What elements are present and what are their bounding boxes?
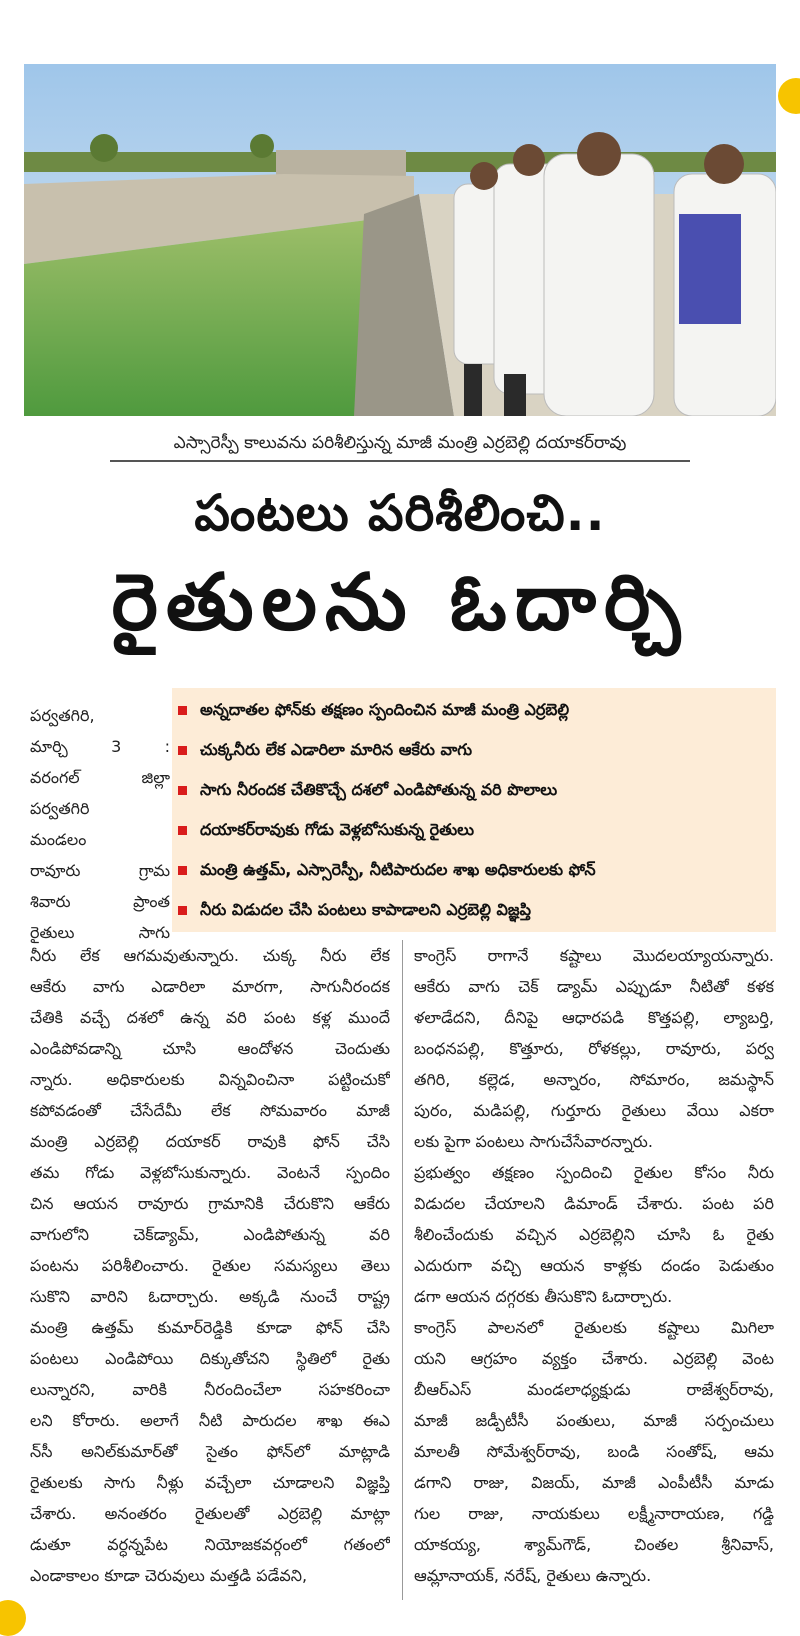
body-line: మాలతీ సోమేశ్వర్‌రావు, బండి సంతోష్, ఆమ	[414, 1442, 774, 1461]
body-line: మంత్రి ఉత్తమ్ కుమార్‌రెడ్డికి కూడా ఫోన్ చేసి	[30, 1318, 390, 1337]
body-line: మాజీ జడ్పీటీసీ పంతులు, మాజీ సర్పంచులు	[414, 1411, 774, 1430]
body-line: చిన ఆయన రావూరు గ్రామానికి చేరుకొని ఆకేరు	[30, 1194, 390, 1213]
body-line: బంధనపల్లి, కొత్తూరు, రోళకల్లు, రావూరు, పర్వ	[414, 1039, 774, 1058]
body-line: రైతులకు సాగు నీళ్లు వచ్చేలా చూడాలని విజ్ఞప్తి	[30, 1473, 390, 1492]
body-line: శీలించేందుకు వచ్చిన ఎర్రబెల్లిని చూసి ఓ రైతు	[414, 1225, 774, 1244]
bullet-icon	[178, 746, 187, 755]
body-line: ఆకేరు వాగు చెక్ డ్యామ్ ఎప్పుడూ నీటితో కళక	[414, 977, 774, 996]
body-line: ఆమ్లానాయక్, నరేష్, రైతులు ఉన్నారు.	[414, 1566, 652, 1585]
bullet-icon	[178, 826, 187, 835]
body-line: వాగులోని చెక్‌డ్యామ్, ఎండిపోతున్న వరి	[30, 1225, 390, 1244]
dateline-line: పర్వతగిరి,	[30, 706, 95, 725]
body-line: లని కోరారు. అలాగే నీటి పారుదల శాఖ ఈఎ	[30, 1411, 390, 1430]
body-line: ఆకేరు వాగు ఎడారిలా మారగా, సాగునీరందక	[30, 977, 390, 996]
headline-line-1: పంటలు పరిశీలించి..	[194, 484, 606, 542]
body-line: ళలాడేదని, దీనిపై ఆధారపడి కొత్తపల్లి, ల్యాబర్తి,	[414, 1008, 774, 1027]
body-line: చేశారు. అనంతరం రైతులతో ఎర్రబెల్లి మాట్లా	[30, 1504, 390, 1523]
body-line: ప్రభుత్వం తక్షణం స్పందించి రైతుల కోసం నీరు	[414, 1163, 774, 1182]
body-line: డగాని రాజు, విజయ్, మాజీ ఎంపీటీసీ మాడు	[414, 1473, 774, 1492]
photo-caption: ఎస్సారెస్పీ కాలువను పరిశీలిస్తున్న మాజీ మంత్రి ఎర్రబెల్లి దయాకర్‌రావు	[110, 428, 690, 462]
body-line: విడుదల చేయాలని డిమాండ్ చేశారు. పంట పరి	[414, 1194, 774, 1213]
column-divider	[402, 940, 403, 1600]
body-line: డుతూ వర్ధన్నపేట నియోజకవర్గంలో గతంలో	[30, 1535, 390, 1554]
body-line: గుల రాజు, నాయకులు లక్ష్మీనారాయణ, గడ్డి	[414, 1504, 774, 1523]
body-line: పంటను పరిశీలించారు. రైతుల సమస్యలు తెలు	[30, 1256, 390, 1275]
decorative-dot	[778, 78, 800, 114]
highlight-item	[172, 732, 776, 768]
highlight-text: అన్నదాతల ఫోన్‌కు తక్షణం స్పందించిన మాజీ మంత్రి ఎర్రబెల్లి	[200, 700, 570, 719]
body-line: పంటలు ఎండిపోయి దిక్కుతోచని స్థితిలో రైతు	[30, 1349, 390, 1368]
highlight-item	[172, 852, 776, 888]
article-column-left	[30, 940, 390, 1591]
body-line: లకు పైగా పంటలు సాగుచేసేవారన్నారు.	[414, 1132, 653, 1151]
body-line: డగా ఆయన దగ్గరకు తీసుకొని ఓదార్చారు.	[414, 1287, 673, 1306]
bullet-icon	[178, 786, 187, 795]
bullet-icon	[178, 706, 187, 715]
body-line: నీరు లేక ఆగమవుతున్నారు. చుక్క నీరు లేక	[30, 946, 390, 965]
body-line: యని ఆగ్రహం వ్యక్తం చేశారు. ఎర్రబెల్లి వెంట	[414, 1349, 774, 1368]
highlight-item	[172, 812, 776, 848]
highlight-item	[172, 692, 776, 728]
highlight-item	[172, 772, 776, 808]
headline-line-2: రైతులను ఓదార్చి	[111, 558, 689, 648]
decorative-dot	[0, 1600, 26, 1636]
body-line: తమ గోడు వెళ్లబోసుకున్నారు. వెంటనే స్పందిం	[30, 1163, 390, 1182]
body-line: ఎదురుగా వచ్చి ఆయన కాళ్లకు దండం పెడుతుం	[414, 1256, 774, 1275]
body-line: చేతికి వచ్చే దశలో ఉన్న వరి పంట కళ్ల ముందే	[30, 1008, 390, 1027]
body-line: తగిరి, కల్లెడ, అన్నారం, సోమారం, జమస్థాన్	[414, 1070, 774, 1089]
highlights-box	[172, 688, 776, 932]
body-line: బీఆర్ఎస్ మండలాధ్యక్షుడు రాజేశ్వర్‌రావు,	[414, 1380, 774, 1399]
body-line: లున్నారని, వారికి నీరందించేలా సహకరించా	[30, 1380, 390, 1399]
body-line: పురం, మడిపల్లి, గుర్తూరు రైతులు వేయి ఎకరా	[414, 1101, 774, 1120]
highlight-item	[172, 892, 776, 928]
dateline-line: రైతులు సాగు	[30, 923, 170, 942]
news-photo	[24, 64, 776, 416]
highlight-text: దయాకర్‌రావుకు గోడు వెళ్లబోసుకున్న రైతులు	[200, 820, 475, 839]
body-line: ఎండాకాలం కూడా చెరువులు మత్తడి పడేవని,	[30, 1566, 308, 1585]
bullet-icon	[178, 866, 187, 875]
body-line: సుకొని వారిని ఓదార్చారు. అక్కడి నుంచే రాష్ట్ర	[30, 1287, 390, 1306]
body-line: ఎండిపోవడాన్ని చూసి ఆందోళన చెందుతు	[30, 1039, 390, 1058]
bullet-icon	[178, 906, 187, 915]
body-line: కాంగ్రెస్ రాగానే కష్టాలు మొదలయ్యాయన్నారు.	[414, 946, 774, 965]
body-line: న్‌సీ అనిల్‌కుమార్‌తో సైతం ఫోన్‌లో మాట్లాడి	[30, 1442, 390, 1461]
article-column-right	[414, 940, 774, 1591]
body-line: కాంగ్రెస్ పాలనలో రైతులకు కష్టాలు మిగిలా	[414, 1318, 774, 1337]
dateline-line: శివారు ప్రాంత	[30, 892, 170, 911]
dateline-line: పర్వతగిరి	[30, 799, 90, 818]
body-line: మంత్రి ఎర్రబెల్లి దయాకర్ రావుకి ఫోన్ చేసి	[30, 1132, 390, 1151]
body-line: న్నారు. అధికారులకు విన్నవించినా పట్టించుకో	[30, 1070, 390, 1089]
dateline-line: రావూరు గ్రామ	[30, 861, 170, 880]
body-line: యాకయ్య, శ్యామ్‌గౌడ్, చింతల శ్రీనివాస్,	[414, 1535, 774, 1554]
dateline-line: మార్చి 3 :	[30, 737, 170, 756]
highlight-text: నీరు విడుదల చేసి పంటలు కాపాడాలని ఎర్రబెల్లి విజ్ఞప్తి	[200, 900, 531, 919]
dateline-line: మండలం	[30, 830, 87, 849]
dateline-line: వరంగల్ జిల్లా	[30, 768, 170, 787]
dateline	[30, 700, 170, 948]
highlight-text: సాగు నీరందక చేతికొచ్చే దశలో ఎండిపోతున్న వరి పొలాలు	[200, 780, 558, 799]
body-line: కపోవడంతో చేసేదేమీ లేక సోమవారం మాజీ	[30, 1101, 390, 1120]
highlight-text: మంత్రి ఉత్తమ్, ఎస్సారెస్పీ, నీటిపారుదల శాఖ అధికారులకు ఫోన్	[200, 860, 596, 879]
highlight-text: చుక్కనీరు లేక ఎడారిలా మారిన ఆకేరు వాగు	[200, 740, 473, 759]
